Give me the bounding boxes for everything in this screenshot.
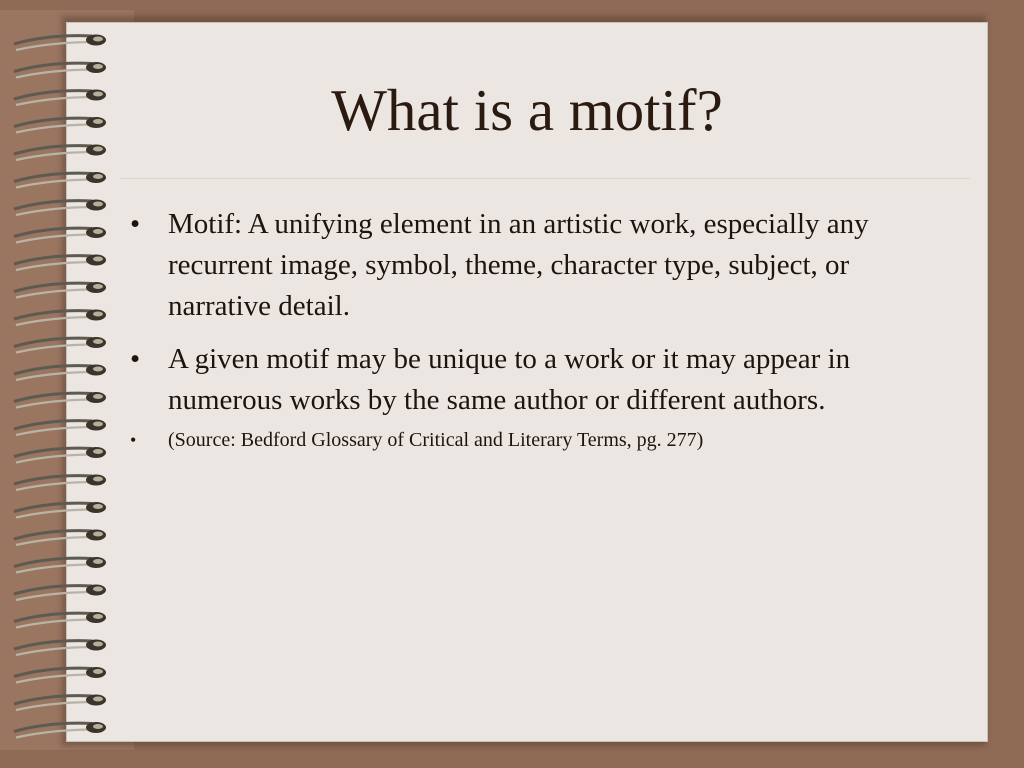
spiral-coil-icon: [14, 255, 106, 271]
spiral-coil-icon: [14, 420, 106, 436]
bullet-icon: •: [130, 343, 141, 375]
spiral-coil-icon: [14, 35, 106, 51]
spiral-coil-icon: [14, 145, 106, 161]
spiral-coil-icon: [14, 530, 106, 546]
spiral-coil-icon: [14, 365, 106, 381]
bullet-item-source: [124, 427, 954, 453]
spiral-coil-icon: [14, 172, 106, 188]
spiral-coil-icon: [14, 722, 106, 738]
bullet-text: Motif: A unifying element in an artistic work, especially any recurrent image, symbol, theme, character type, subject, or narrative detail.: [168, 208, 869, 322]
spiral-coil-icon: [14, 282, 106, 298]
spiral-coil-icon: [14, 447, 106, 463]
spiral-coil-icon: [14, 310, 106, 326]
spiral-coil-icon: [14, 502, 106, 518]
bullet-icon: •: [130, 430, 137, 450]
bullet-icon: •: [130, 208, 141, 240]
spiral-coil-icon: [14, 227, 106, 243]
bullet-text: (Source: Bedford Glossary of Critical and Literary Terms, pg. 277): [168, 429, 704, 451]
spiral-coil-icon: [14, 392, 106, 408]
bullet-item-usage: [124, 339, 954, 421]
slide-title: What is a motif?: [331, 77, 723, 143]
spiral-coil-icon: [14, 667, 106, 683]
spiral-coil-icon: [14, 557, 106, 573]
spiral-coil-icon: [14, 337, 106, 353]
title-divider: [120, 178, 970, 179]
spiral-coil-icon: [14, 695, 106, 711]
spiral-coil-icon: [14, 640, 106, 656]
bullet-text: A given motif may be unique to a work or it may appear in numerous works by the same author or different authors.: [168, 343, 851, 416]
spiral-coil-icon: [14, 200, 106, 216]
bullet-list: [124, 204, 954, 453]
spiral-coil-icon: [14, 475, 106, 491]
spiral-coil-icon: [14, 612, 106, 628]
spiral-coil-icon: [14, 585, 106, 601]
bullet-item-definition: [124, 204, 954, 327]
